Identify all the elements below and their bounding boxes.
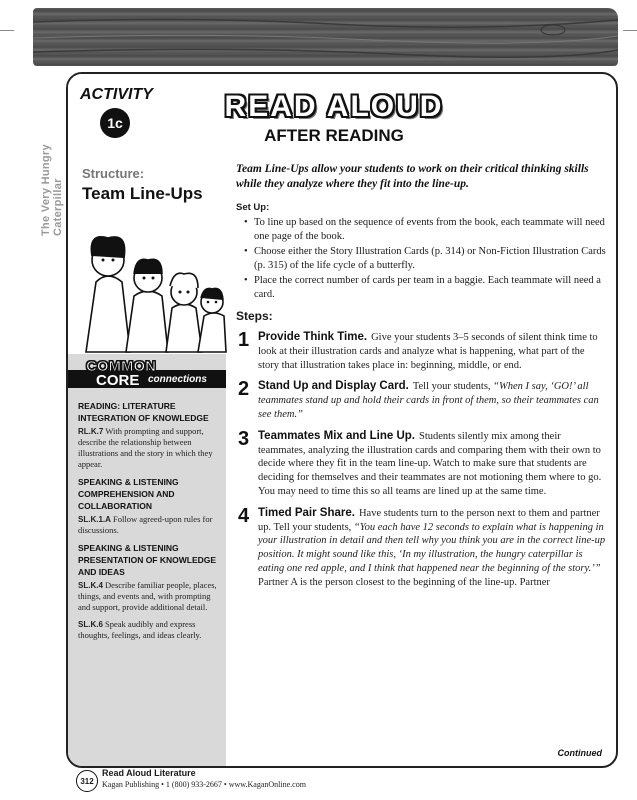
- step-item: [236, 504, 606, 590]
- common-core-word-connections: connections: [148, 374, 207, 385]
- step-item: [236, 331, 606, 372]
- step-text: Students silently mix among their teammates, analyzing the illustration cards and comparing them with their own to decide where they fit in the team line-up. Watch to make sure that students are deciding for themselves and their teammates are not motioning them where to go. You may need to time this so all teams are lined up at the same time.: [258, 430, 602, 497]
- standard-code: SL.K.6: [78, 620, 103, 629]
- page-number: 312: [76, 770, 98, 792]
- step-quote: “You each have 12 seconds to explain what is happening in your illustration in detail and then tell why you think you are in the correct line-up position. It might sound like this, ‘In my illustration, the hungry caterpillar is eating one red apple, and I think that happened near the beginning of the story.’”: [258, 521, 606, 574]
- common-core-word-core: CORE: [96, 372, 140, 389]
- standard-text: Follow agreed-upon rules for discussions.: [78, 514, 213, 535]
- footer-title: Read Aloud Literature: [102, 768, 196, 778]
- activity-number-badge: 1c: [100, 108, 130, 138]
- step-quote: “When I say, ‘GO!’ all teammates stand up and hold their cards in front of them, so their teammates can see them.”: [258, 381, 599, 420]
- step-text: Give your students 3–5 seconds of silent think time to look at their illustration cards and analyze what is happening, what part of the story that illustration takes place in: beginning, middle, or end.: [258, 332, 598, 371]
- setup-item: • To line up based on the sequence of events from the book, each teammate will need one page of the book.: [254, 216, 606, 243]
- standard-item: [78, 426, 222, 470]
- wood-grain-decoration: [33, 8, 618, 66]
- footer-info: Kagan Publishing • 1 (800) 933-2667 • www.KaganOnline.com: [102, 780, 306, 789]
- setup-heading: Set Up:: [236, 202, 270, 213]
- step-number: 1: [238, 329, 250, 351]
- standard-text: Speak audibly and express thoughts, feelings, and ideas clearly.: [78, 619, 202, 640]
- step-title: Timed Pair Share.: [258, 506, 355, 519]
- continued-label: Continued: [557, 748, 602, 758]
- setup-item: • Choose either the Story Illustration Cards (p. 314) or Non-Fiction Illustration Cards (p. 315) of the life cycle of a butterfly.: [254, 245, 606, 272]
- standard-code: RL.K.7: [78, 427, 104, 436]
- standards-list: [78, 394, 222, 641]
- step-number: 3: [238, 427, 250, 450]
- standard-text: With prompting and support, describe the relationship between illustrations and the story in which they appear.: [78, 426, 213, 469]
- activity-label: ACTIVITY: [80, 86, 153, 103]
- standard-heading: SPEAKING & LISTENING PRESENTATION OF KNOWLEDGE AND IDEAS: [78, 543, 217, 577]
- setup-list: [254, 216, 606, 301]
- standard-item: [78, 514, 222, 536]
- standard-code: SL.K.1.A: [78, 515, 111, 524]
- step-body: [258, 331, 606, 372]
- structure-label: Structure:: [82, 166, 145, 181]
- standard-item: [78, 619, 222, 641]
- step-item: [236, 380, 606, 421]
- step-body: [258, 380, 606, 421]
- step-number: 2: [238, 378, 250, 401]
- spine-title: The Very Hungry Caterpillar: [40, 144, 64, 236]
- standard-heading: READING: LITERATURE INTEGRATION OF KNOWLEDGE: [78, 401, 209, 423]
- step-number: 4: [238, 504, 250, 527]
- step-title: Provide Think Time.: [258, 331, 368, 343]
- step-text-after: Partner A is the person closest to the beginning of the line-up. Partner: [258, 576, 550, 588]
- standard-text: Describe familiar people, places, things, and events and, with prompting and support, provide additional detail.: [78, 580, 217, 612]
- steps-heading: Steps:: [236, 309, 273, 323]
- standard-heading: SPEAKING & LISTENING COMPREHENSION AND COLLABORATION: [78, 477, 179, 511]
- common-core-word-common: COMMON: [86, 358, 156, 375]
- page-title: READ ALOUD: [224, 90, 444, 123]
- activity-frame: [66, 72, 618, 768]
- main-content: [236, 162, 606, 590]
- step-body: [258, 507, 606, 590]
- setup-item: • Place the correct number of cards per team in a baggie. Each teammate will need a card.: [254, 274, 606, 301]
- page-subtitle: AFTER READING: [264, 126, 404, 145]
- crop-mark: [623, 30, 637, 31]
- step-title: Stand Up and Display Card.: [258, 380, 409, 393]
- step-body: [258, 430, 606, 499]
- step-text: Tell your students,: [412, 381, 494, 393]
- structure-name: Team Line-Ups: [82, 184, 203, 203]
- step-title: Teammates Mix and Line Up.: [258, 429, 415, 442]
- step-item: [236, 427, 606, 499]
- standard-item: [78, 580, 222, 613]
- step-text: Have students turn to the person next to them and partner up. Tell your students,: [258, 507, 600, 533]
- standard-code: SL.K.4: [78, 581, 103, 590]
- intro-paragraph: Team Line-Ups allow your students to work on their critical thinking skills while they analyze where they fit into the line-up.: [236, 163, 589, 190]
- crop-mark: [0, 30, 14, 31]
- children-illustration: [78, 212, 228, 357]
